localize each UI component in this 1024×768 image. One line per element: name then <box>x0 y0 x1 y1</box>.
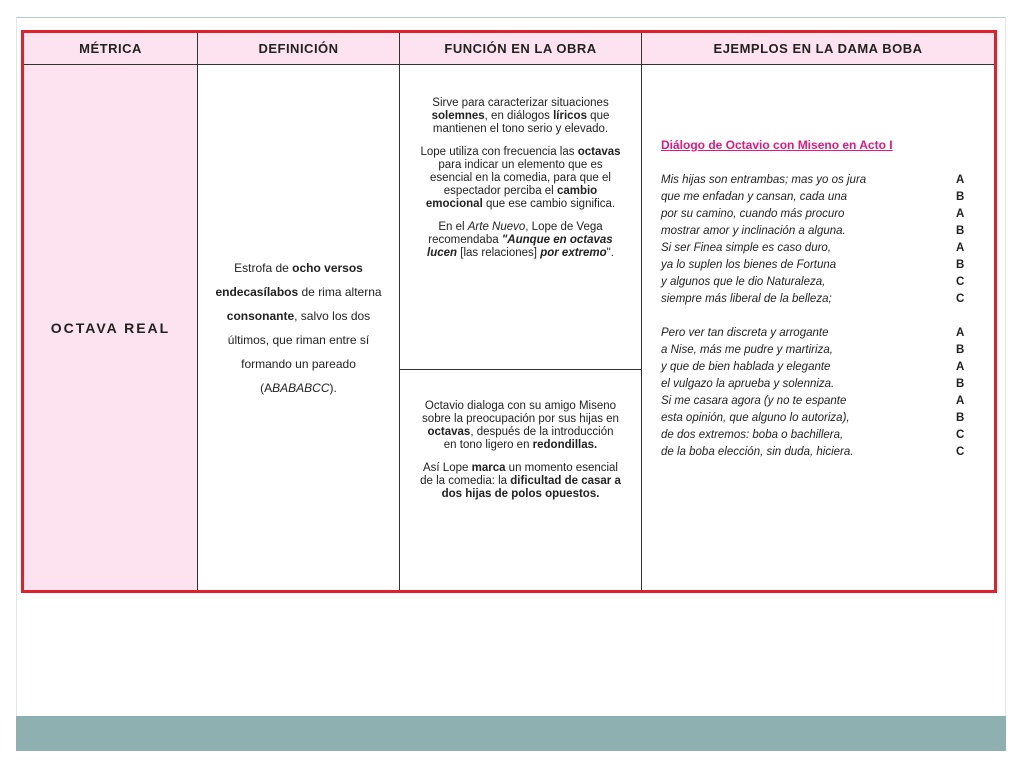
function-text: que mantienen el tono serio y elevado. <box>432 110 610 135</box>
function-bold: cambio emocional <box>425 185 598 210</box>
rhyme-letter: B <box>956 225 965 237</box>
function-text: En el <box>438 221 468 233</box>
definition-cell <box>198 65 400 592</box>
header-metrica: MÉTRICA <box>23 32 198 65</box>
verse-text: Si ser Finea simple es caso duro, <box>661 242 832 254</box>
function-paragraph <box>420 97 621 136</box>
function-text: , Lope de Vega recomendaba <box>428 221 603 246</box>
verse-text: a Nise, más me pudre y martiriza, <box>661 344 833 356</box>
function-text: que ese cambio significa. <box>482 198 616 210</box>
function-bold: octavas <box>577 146 621 158</box>
verse-line <box>661 342 972 359</box>
verse-line <box>661 172 972 189</box>
verse-text: Mis hijas son entrambas; mas yo os jura <box>661 174 867 186</box>
definition-text: ). <box>329 380 337 395</box>
verse-line <box>661 393 972 410</box>
rhyme-letter: B <box>956 259 965 271</box>
definition-bold: ocho versos endecasílabos <box>215 260 363 299</box>
verse-line <box>661 376 972 393</box>
rhyme-letter: A <box>956 208 965 220</box>
function-text: , en diálogos <box>484 110 554 122</box>
function-text: Lope utiliza con frecuencia las <box>420 146 578 158</box>
function-text: , después de la introducción en tono ligero en <box>443 426 614 451</box>
metric-name: OCTAVA REAL <box>23 65 198 592</box>
verse-text: siempre más liberal de la belleza; <box>661 293 832 305</box>
verse-line <box>661 223 972 240</box>
function-bottom <box>400 370 641 501</box>
function-bold: solemnes <box>431 110 485 122</box>
verse-line <box>661 206 972 223</box>
function-bold-italic: por extremo <box>540 247 607 259</box>
verse-line <box>661 274 972 291</box>
function-paragraph <box>420 462 621 501</box>
verse-text: por su camino, cuando más procuro <box>661 208 845 220</box>
function-top <box>400 65 641 370</box>
function-paragraph <box>420 400 621 452</box>
stanza-1 <box>661 172 972 308</box>
stanza-2 <box>661 325 972 461</box>
verse-text: el vulgazo la aprueba y solenniza. <box>661 378 835 390</box>
definition-text: , salvo los dos últimos, que riman entre sí formando un pareado (A <box>227 308 371 395</box>
function-bold: redondillas. <box>532 439 598 451</box>
verse-line <box>661 325 972 342</box>
function-italic: Arte Nuevo <box>467 221 526 233</box>
verse-text: de dos extremos: boba o bachillera, <box>661 429 844 441</box>
function-paragraph <box>420 146 621 211</box>
verse-line <box>661 359 972 376</box>
verse-text: ya lo suplen los bienes de Fortuna <box>661 259 837 271</box>
definition-text: Estrofa de <box>234 260 293 275</box>
function-text: [las relaciones] <box>457 247 541 259</box>
verse-line <box>661 240 972 257</box>
function-bold: octavas <box>427 426 471 438</box>
verse-line <box>661 257 972 274</box>
verse-text: Pero ver tan discreta y arrogante <box>661 327 829 339</box>
verse-text: y algunos que le dio Naturaleza, <box>661 276 826 288</box>
rhyme-letter: A <box>956 395 965 407</box>
header-row <box>23 32 996 65</box>
verse-text: mostrar amor y inclinación a alguna. <box>661 225 846 237</box>
function-cell <box>400 65 642 592</box>
function-bold: líricos <box>553 110 587 122</box>
verse-line <box>661 291 972 308</box>
verse-line <box>661 410 972 427</box>
definition-text: de rima alterna <box>298 284 382 299</box>
rhyme-letter: C <box>956 293 965 305</box>
header-funcion: FUNCIÓN EN LA OBRA <box>400 32 642 65</box>
rhyme-letter: C <box>956 446 965 458</box>
definition-italic: BABABCC <box>272 380 330 395</box>
rhyme-letter: C <box>956 429 965 441</box>
rhyme-letter: C <box>956 276 965 288</box>
function-paragraph <box>420 221 621 260</box>
function-text: Octavio dialoga con su amigo Miseno sobre la preocupación por sus hijas en <box>422 400 619 425</box>
verse-line <box>661 427 972 444</box>
header-definicion: DEFINICIÓN <box>198 32 400 65</box>
verse-text: que me enfadan y cansan, cada una <box>661 191 848 203</box>
rhyme-letter: B <box>956 344 965 356</box>
rhyme-letter: B <box>956 378 965 390</box>
function-bold: dificultad de casar a dos hijas de polos opuestos. <box>441 475 621 500</box>
rhyme-letter: A <box>956 242 965 254</box>
function-bold: marca <box>471 462 506 474</box>
verse-text: y que de bien hablada y elegante <box>661 361 831 373</box>
function-text: Así Lope <box>423 462 472 474</box>
verse-text: de la boba elección, sin duda, hiciera. <box>661 446 854 458</box>
function-text: Sirve para caracterizar situaciones <box>432 97 609 109</box>
definition-bold: consonante <box>226 308 295 323</box>
function-text: ". <box>606 247 614 259</box>
rhyme-letter: A <box>956 327 965 339</box>
examples-cell <box>642 65 996 592</box>
rhyme-letter: A <box>956 361 965 373</box>
function-text: un momento esencial de la comedia: la <box>420 462 618 487</box>
function-text: para indicar un elemento que es esencial en la comedia, para que el espectador perciba el <box>430 159 611 197</box>
table-row <box>23 65 996 592</box>
metrics-table <box>21 30 997 593</box>
function-bold-italic: "Aunque en octavas lucen <box>427 234 613 259</box>
rhyme-letter: B <box>956 191 965 203</box>
rhyme-letter: B <box>956 412 965 424</box>
footer-bar <box>16 716 1006 751</box>
verse-text: esta opinión, que alguno lo autoriza), <box>661 412 850 424</box>
header-ejemplos: EJEMPLOS EN LA DAMA BOBA <box>642 32 996 65</box>
verse-line <box>661 189 972 206</box>
verse-text: Si me casara agora (y no te espante <box>661 395 847 407</box>
verse-line <box>661 444 972 461</box>
examples-title: Diálogo de Octavio con Miseno en Acto I <box>661 138 893 152</box>
rhyme-letter: A <box>956 174 965 186</box>
